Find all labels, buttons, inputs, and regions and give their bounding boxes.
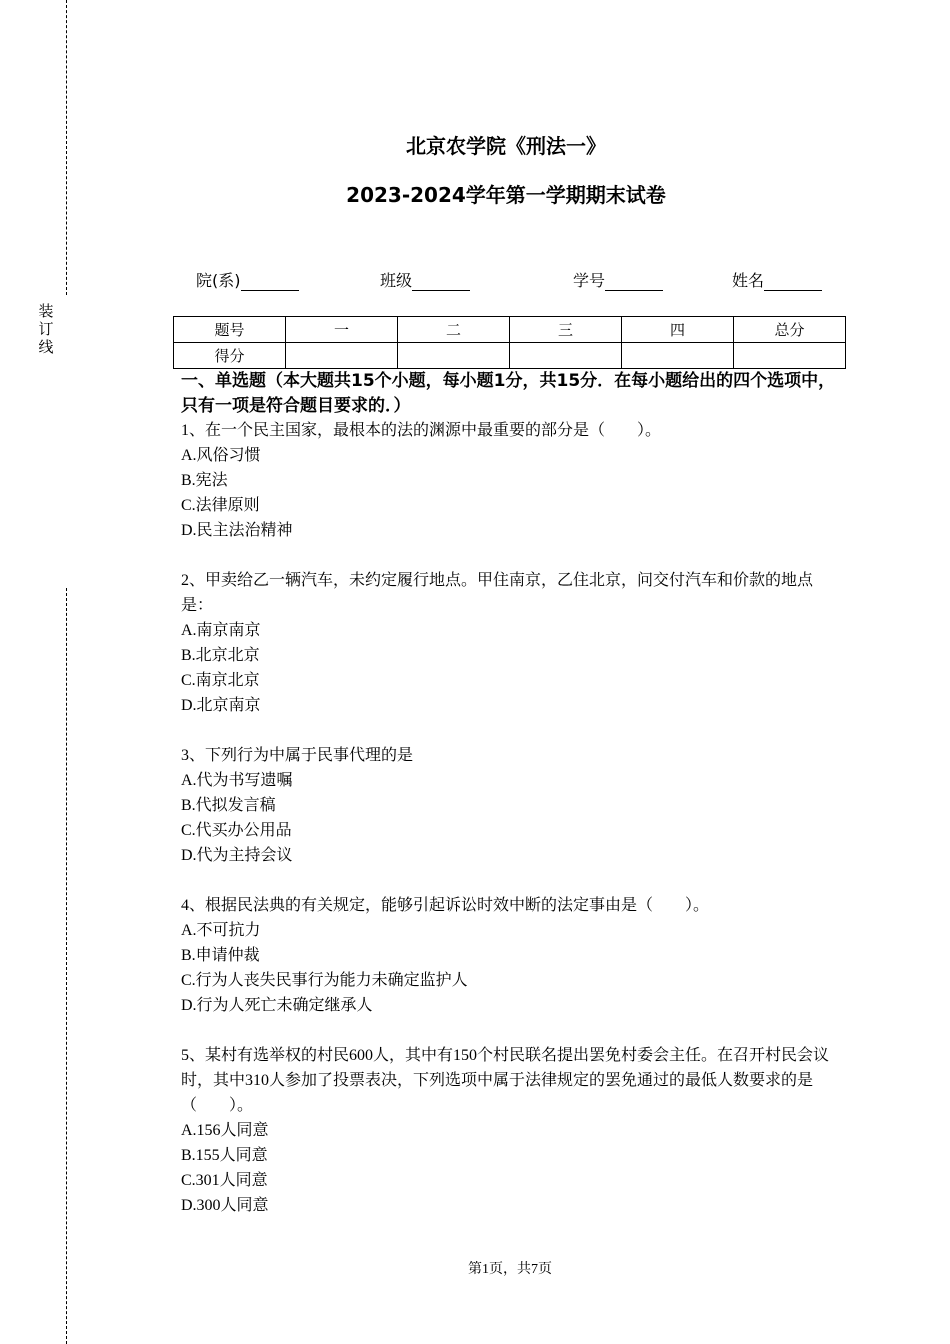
class-field bbox=[380, 268, 470, 291]
option-d: D.300人同意 bbox=[181, 1197, 269, 1214]
exam-title-school: 北京农学院《刑法一》 bbox=[406, 134, 606, 158]
question-1 bbox=[181, 418, 841, 543]
option-c: C.代买办公用品 bbox=[181, 822, 292, 839]
score-cell[interactable] bbox=[734, 343, 846, 369]
question-stem: 2、甲卖给乙一辆汽车，未约定履行地点。甲住南京，乙住北京，问交付汽车和价款的地点是： bbox=[181, 572, 814, 614]
option-b: B.宪法 bbox=[181, 472, 228, 489]
option-d: D.行为人死亡未确定继承人 bbox=[181, 997, 373, 1014]
score-cell[interactable] bbox=[510, 343, 622, 369]
score-header-cell: 三 bbox=[510, 317, 622, 343]
question-5 bbox=[181, 1043, 841, 1218]
option-c: C.南京北京 bbox=[181, 672, 260, 689]
question-stem: 4、根据民法典的有关规定，能够引起诉讼时效中断的法定事由是（ ）。 bbox=[181, 897, 710, 914]
option-b: B.申请仲裁 bbox=[181, 947, 260, 964]
score-header-cell: 四 bbox=[622, 317, 734, 343]
option-a: A.不可抗力 bbox=[181, 922, 261, 939]
name-field bbox=[732, 268, 822, 291]
faculty-blank[interactable] bbox=[241, 274, 299, 291]
option-a: A.156人同意 bbox=[181, 1122, 269, 1139]
question-list bbox=[181, 418, 841, 1243]
score-table-score-row bbox=[174, 343, 846, 369]
binding-line-bottom bbox=[66, 588, 67, 1344]
option-a: A.南京南京 bbox=[181, 622, 261, 639]
score-header-cell: 一 bbox=[286, 317, 398, 343]
option-c: C.法律原则 bbox=[181, 497, 260, 514]
option-c: C.301人同意 bbox=[181, 1172, 268, 1189]
option-b: B.155人同意 bbox=[181, 1147, 268, 1164]
score-cell[interactable] bbox=[286, 343, 398, 369]
question-2 bbox=[181, 568, 841, 718]
question-stem: 1、在一个民主国家，最根本的法的渊源中最重要的部分是（ ）。 bbox=[181, 422, 662, 439]
section-heading: 一、单选题（本大题共15个小题，每小题1分，共15分．在每小题给出的四个选项中，只有一项是符合题目要求的．） bbox=[181, 371, 836, 416]
page-footer: 第1页，共7页 bbox=[468, 1262, 552, 1277]
option-a: A.风俗习惯 bbox=[181, 447, 261, 464]
question-stem: 3、下列行为中属于民事代理的是 bbox=[181, 747, 414, 764]
student-id-field bbox=[573, 268, 663, 291]
exam-title-term: 2023-2024学年第一学期期末试卷 bbox=[346, 183, 666, 207]
name-blank[interactable] bbox=[764, 274, 822, 291]
score-header-cell: 二 bbox=[398, 317, 510, 343]
option-d: D.代为主持会议 bbox=[181, 847, 293, 864]
option-d: D.民主法治精神 bbox=[181, 522, 293, 539]
class-blank[interactable] bbox=[412, 274, 470, 291]
name-label: 姓名 bbox=[732, 271, 765, 290]
score-table bbox=[173, 316, 846, 369]
question-3 bbox=[181, 743, 841, 868]
faculty-field bbox=[196, 268, 299, 291]
faculty-label: 院(系) bbox=[196, 271, 241, 290]
option-d: D.北京南京 bbox=[181, 697, 261, 714]
option-b: B.代拟发言稿 bbox=[181, 797, 276, 814]
score-cell[interactable] bbox=[622, 343, 734, 369]
option-b: B.北京北京 bbox=[181, 647, 260, 664]
student-id-blank[interactable] bbox=[605, 274, 663, 291]
score-header-cell: 总分 bbox=[734, 317, 846, 343]
option-a: A.代为书写遗嘱 bbox=[181, 772, 293, 789]
question-4 bbox=[181, 893, 841, 1018]
score-cell[interactable] bbox=[398, 343, 510, 369]
question-stem: 5、某村有选举权的村民600人，其中有150个村民联名提出罢免村委会主任。在召开村民会议时，其中310人参加了投票表决，下列选项中属于法律规定的罢免通过的最低人数要求的是（ ）。 bbox=[181, 1047, 830, 1114]
class-label: 班级 bbox=[380, 271, 413, 290]
score-table-header-row bbox=[174, 317, 846, 343]
binding-label: 装订线 bbox=[38, 304, 54, 356]
score-header-cell: 题号 bbox=[174, 317, 286, 343]
option-c: C.行为人丧失民事行为能力未确定监护人 bbox=[181, 972, 468, 989]
student-id-label: 学号 bbox=[573, 271, 606, 290]
score-row-label: 得分 bbox=[174, 343, 286, 369]
